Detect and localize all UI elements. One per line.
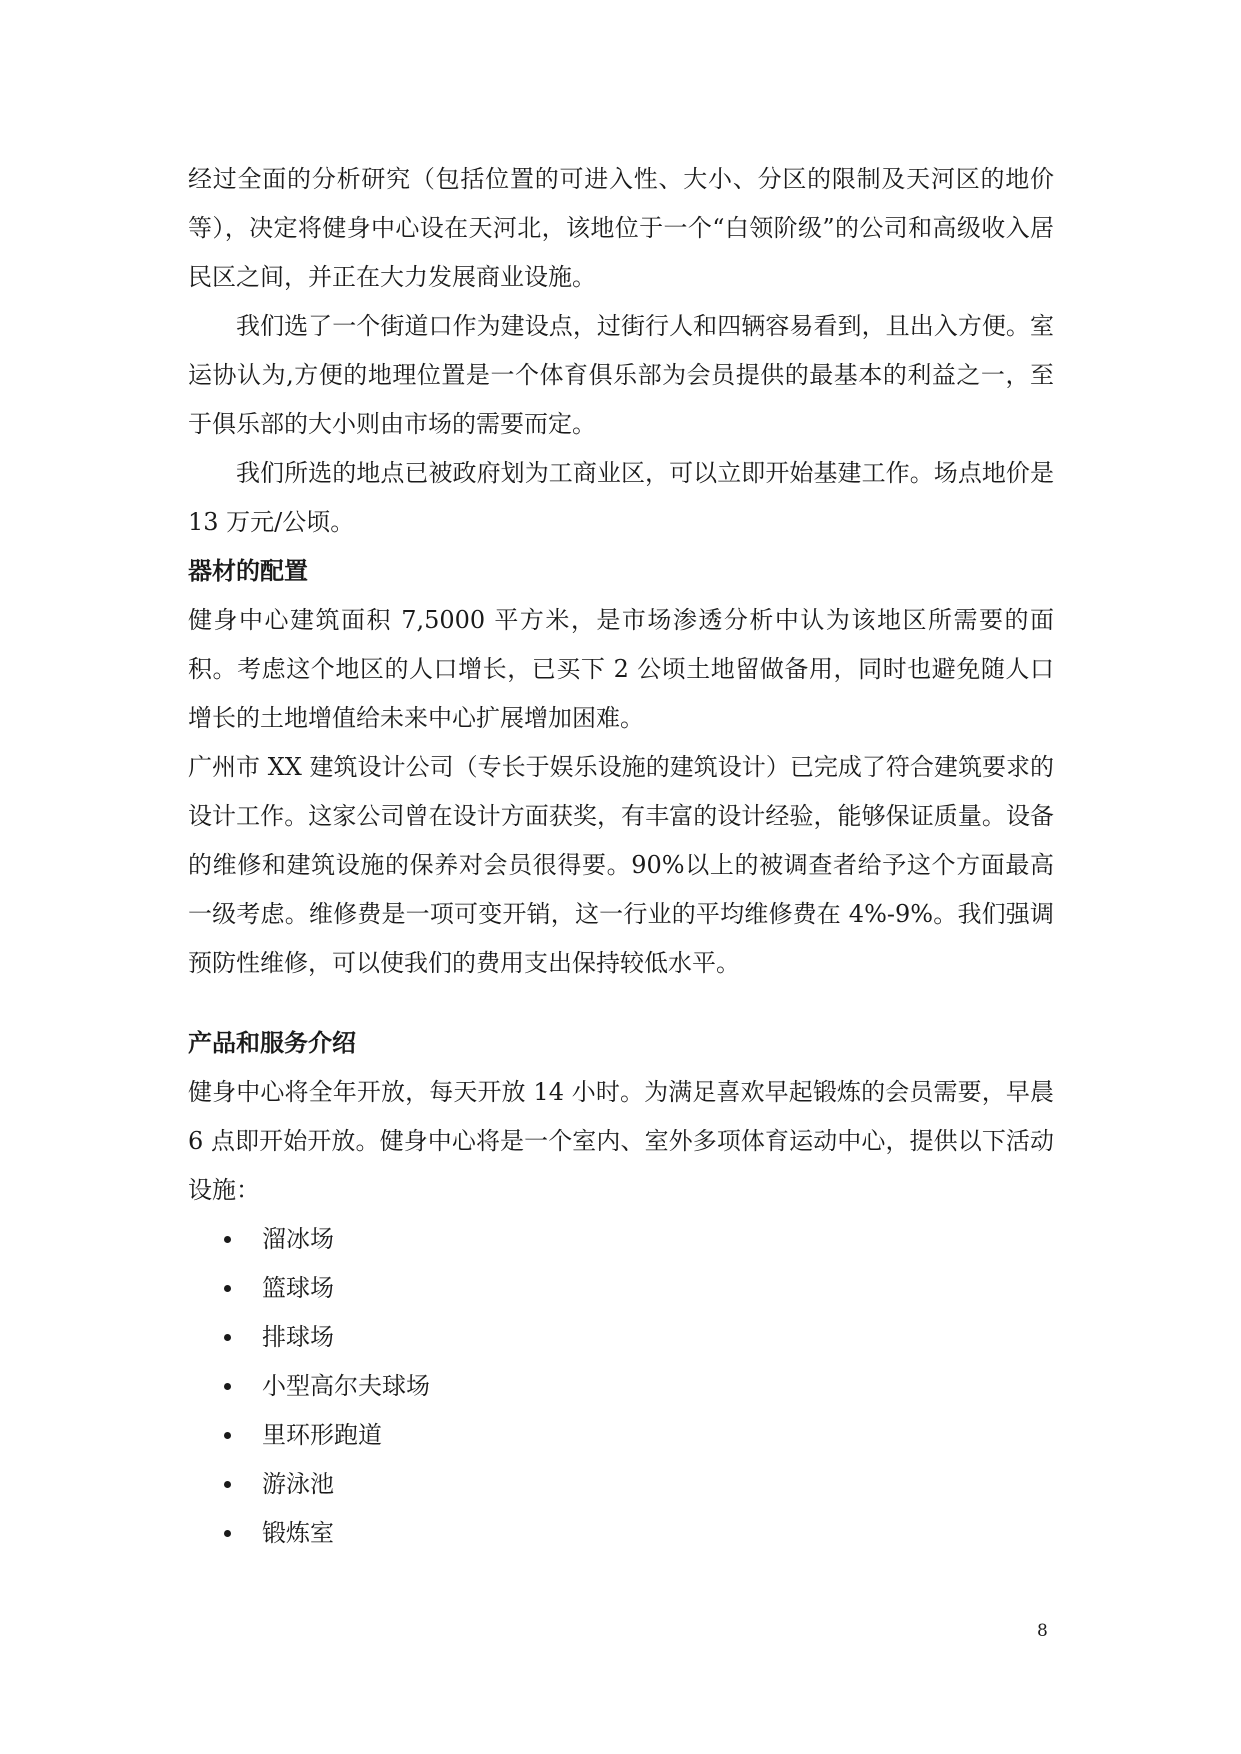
bullet-icon xyxy=(224,1481,231,1488)
facility-item xyxy=(188,1362,1054,1411)
facility-label: 溜冰场 xyxy=(262,1225,334,1253)
bullet-icon xyxy=(224,1236,231,1243)
bullet-icon xyxy=(224,1383,231,1390)
facility-label: 里环形跑道 xyxy=(262,1421,382,1449)
facility-item xyxy=(188,1215,1054,1264)
equipment-heading: 器材的配置 xyxy=(188,557,308,585)
facility-item xyxy=(188,1313,1054,1362)
facility-item xyxy=(188,1411,1054,1460)
facility-item xyxy=(188,1509,1054,1558)
bullet-icon xyxy=(224,1285,231,1292)
facility-label: 小型高尔夫球场 xyxy=(262,1372,430,1400)
location-paragraph-3: 我们所选的地点已被政府划为工商业区，可以立即开始基建工作。场点地价是 13 万元/公顷。 xyxy=(188,459,1054,536)
bullet-icon xyxy=(224,1334,231,1341)
section-spacer xyxy=(188,988,1054,1019)
bullet-icon xyxy=(224,1530,231,1537)
products-heading: 产品和服务介绍 xyxy=(188,1029,356,1057)
page-number: 8 xyxy=(1037,1621,1048,1641)
location-paragraph-1: 经过全面的分析研究（包括位置的可进入性、大小、分区的限制及天河区的地价等），决定将健身中心设在天河北，该地位于一个“白领阶级”的公司和高级收入居民区之间，并正在大力发展商业设施。 xyxy=(188,165,1054,291)
facility-label: 游泳池 xyxy=(262,1470,334,1498)
facility-item xyxy=(188,1460,1054,1509)
equipment-paragraph-2: 广州市 XX 建筑设计公司（专长于娱乐设施的建筑设计）已完成了符合建筑要求的设计工作。这家公司曾在设计方面获奖，有丰富的设计经验，能够保证质量。设备的维修和建筑设施的保养对会员很得要。90%以上的被调查者给予这个方面最高一级考虑。维修费是一项可变开销，这一行业的平均维修费在 4%-9%。我们强调预防性维修，可以使我们的费用支出保持较低水平。 xyxy=(188,753,1054,977)
page-content xyxy=(188,155,1054,1558)
facilities-list xyxy=(188,1215,1054,1558)
products-paragraph-1: 健身中心将全年开放，每天开放 14 小时。为满足喜欢早起锻炼的会员需要，早晨 6 点即开始开放。健身中心将是一个室内、室外多项体育运动中心，提供以下活动设施： xyxy=(188,1078,1054,1204)
equipment-paragraph-1: 健身中心建筑面积 7,5000 平方米，是市场渗透分析中认为该地区所需要的面积。考虑这个地区的人口增长，已买下 2 公顷土地留做备用，同时也避免随人口增长的土地增值给未来中心扩展增加困难。 xyxy=(188,606,1054,732)
facility-item xyxy=(188,1264,1054,1313)
bullet-icon xyxy=(224,1432,231,1439)
facility-label: 篮球场 xyxy=(262,1274,334,1302)
facility-label: 排球场 xyxy=(262,1323,334,1351)
facility-label: 锻炼室 xyxy=(262,1519,334,1547)
location-paragraph-2: 我们选了一个街道口作为建设点，过街行人和四辆容易看到，且出入方便。室运协认为,方便的地理位置是一个体育俱乐部为会员提供的最基本的利益之一，至于俱乐部的大小则由市场的需要而定。 xyxy=(188,312,1054,438)
